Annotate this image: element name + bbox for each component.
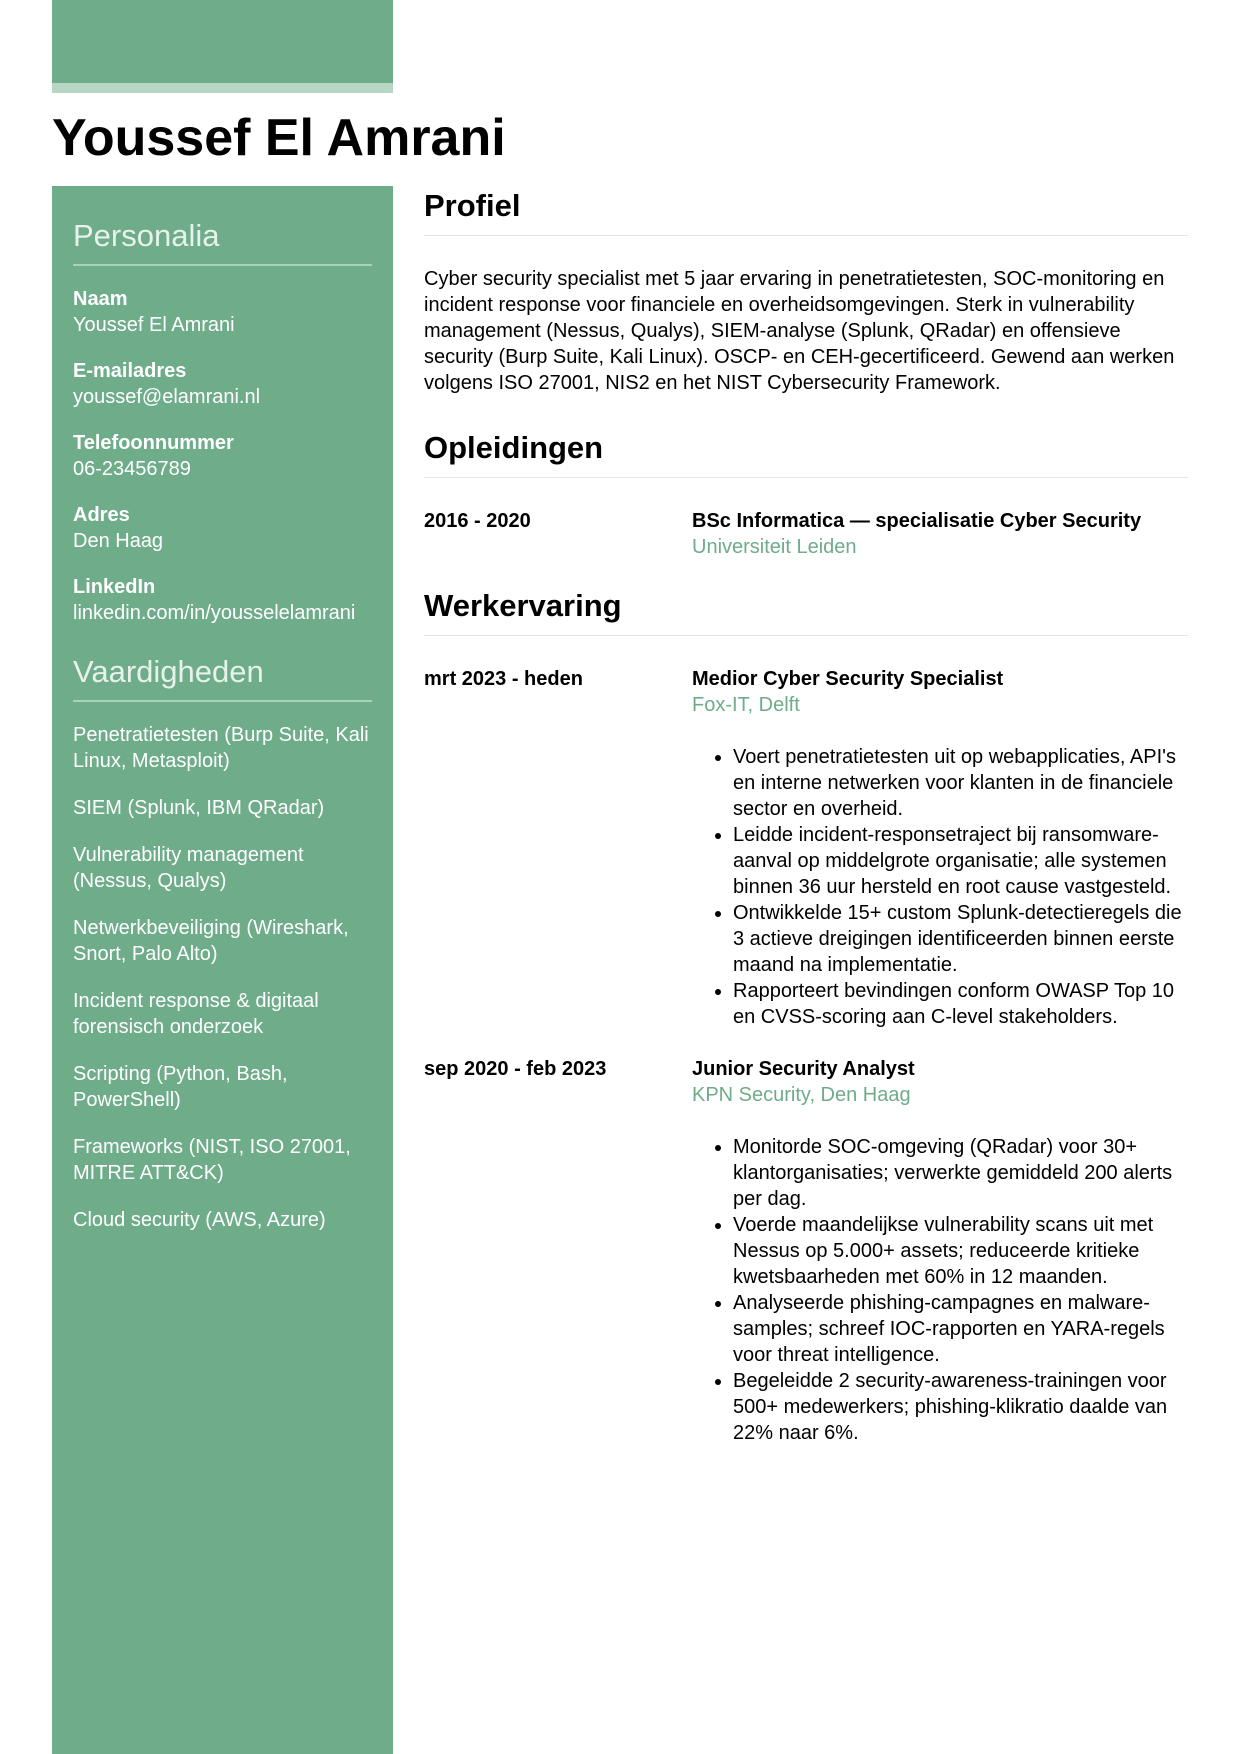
header-accent-stripe — [52, 83, 393, 93]
achievement-item: • Voert penetratietesten uit op webapplicaties, API's en interne netwerken voor klanten in de financiele sector en overheid. — [733, 744, 1188, 822]
field-label: E-mailadres — [73, 360, 187, 382]
experience-section — [424, 586, 1188, 1446]
field-label: Telefoonnummer — [73, 432, 234, 454]
section-divider — [424, 635, 1188, 636]
experience-heading: Werkervaring — [424, 588, 622, 623]
achievement-item: • Rapporteert bevindingen conform OWASP Top 10 en CVSS-scoring aan C-level stakeholders. — [733, 978, 1188, 1030]
personalia-heading: Personalia — [73, 218, 220, 253]
achievement-item: • Analyseerde phishing-campagnes en malware-samples; schreef IOC-rapporten en YARA-regels voor threat intelligence. — [733, 1290, 1188, 1368]
field-name — [73, 286, 372, 338]
entry-organization: Fox-IT, Delft — [692, 694, 800, 716]
entry-organization: KPN Security, Den Haag — [692, 1084, 911, 1106]
entry-body — [692, 1056, 1188, 1446]
skill-item: Incident response & digitaal forensisch onderzoek — [73, 990, 319, 1038]
skill-item: Frameworks (NIST, ISO 27001, MITRE ATT&CK) — [73, 1136, 351, 1184]
candidate-name: Youssef El Amrani — [52, 109, 506, 167]
main-content — [424, 186, 1188, 1472]
skill-item: Vulnerability management (Nessus, Qualys) — [73, 844, 304, 892]
profile-heading: Profiel — [424, 188, 521, 223]
entry-organization: Universiteit Leiden — [692, 536, 857, 558]
achievement-list — [692, 1134, 1188, 1446]
entry-title: BSc Informatica — specialisatie Cyber Security — [692, 510, 1142, 532]
skill-item: Scripting (Python, Bash, PowerShell) — [73, 1063, 288, 1111]
field-label: Adres — [73, 504, 130, 526]
achievement-item: • Monitorde SOC-omgeving (QRadar) voor 30+ klantorganisaties; verwerkte gemiddeld 200 alerts per dag. — [733, 1134, 1188, 1212]
field-linkedin — [73, 574, 372, 626]
field-value: Youssef El Amrani — [73, 314, 235, 336]
sidebar-divider — [73, 700, 372, 702]
achievement-item: • Ontwikkelde 15+ custom Splunk-detectieregels die 3 actieve dreigingen identificeerden binnen eerste maand na implementatie. — [733, 900, 1188, 978]
header-accent-block — [52, 0, 393, 83]
profile-section — [424, 186, 1188, 396]
education-entry — [424, 508, 1188, 560]
field-phone — [73, 430, 372, 482]
profile-text: Cyber security specialist met 5 jaar ervaring in penetratietesten, SOC-monitoring en incident response voor financiele en overheidsomgevingen. Sterk in vulnerability management (Nessus, Qualys), SIEM-analyse (Splunk, QRadar) en offensieve security (Burp Suite, Kali Linux). OSCP- en CEH-gecertificeerd. Gewend aan werken volgens ISO 27001, NIS2 en het NIST Cybersecurity Framework. — [424, 268, 1175, 394]
entry-title: Medior Cyber Security Specialist — [692, 668, 1004, 690]
skills-heading: Vaardigheden — [73, 654, 264, 689]
experience-entry — [424, 1056, 1188, 1446]
entry-body — [692, 666, 1188, 1030]
section-divider — [424, 477, 1188, 478]
experience-entry — [424, 666, 1188, 1030]
achievement-item: • Begeleidde 2 security-awareness-trainingen voor 500+ medewerkers; phishing-klikratio daalde van 22% naar 6%. — [733, 1368, 1188, 1446]
entry-body — [692, 508, 1188, 560]
entry-title: Junior Security Analyst — [692, 1058, 915, 1080]
skill-item: SIEM (Splunk, IBM QRadar) — [73, 797, 325, 819]
education-heading: Opleidingen — [424, 430, 604, 465]
skill-item: Netwerkbeveiliging (Wireshark, Snort, Palo Alto) — [73, 917, 349, 965]
section-divider — [424, 235, 1188, 236]
achievement-item: • Voerde maandelijkse vulnerability scans uit met Nessus op 5.000+ assets; reduceerde kritieke kwetsbaarheden met 60% in 12 maanden. — [733, 1212, 1188, 1290]
entry-period: 2016 - 2020 — [424, 510, 531, 532]
sidebar — [52, 186, 393, 1754]
sidebar-divider — [73, 264, 372, 266]
entry-period: sep 2020 - feb 2023 — [424, 1058, 607, 1080]
field-value: 06-23456789 — [73, 458, 191, 480]
entry-period: mrt 2023 - heden — [424, 668, 583, 690]
education-section — [424, 428, 1188, 560]
field-address — [73, 502, 372, 554]
field-label: Naam — [73, 288, 128, 310]
field-label: LinkedIn — [73, 576, 156, 598]
field-value: linkedin.com/in/yousselelamrani — [73, 602, 356, 624]
field-email — [73, 358, 372, 410]
field-value: youssef@elamrani.nl — [73, 386, 261, 408]
skill-item: Cloud security (AWS, Azure) — [73, 1209, 326, 1231]
field-value: Den Haag — [73, 530, 164, 552]
achievement-list — [692, 744, 1188, 1030]
achievement-item: • Leidde incident-responsetraject bij ransomware-aanval op middelgrote organisatie; alle systemen binnen 36 uur hersteld en root cause vastgesteld. — [733, 822, 1188, 900]
skill-item: Penetratietesten (Burp Suite, Kali Linux, Metasploit) — [73, 724, 369, 772]
